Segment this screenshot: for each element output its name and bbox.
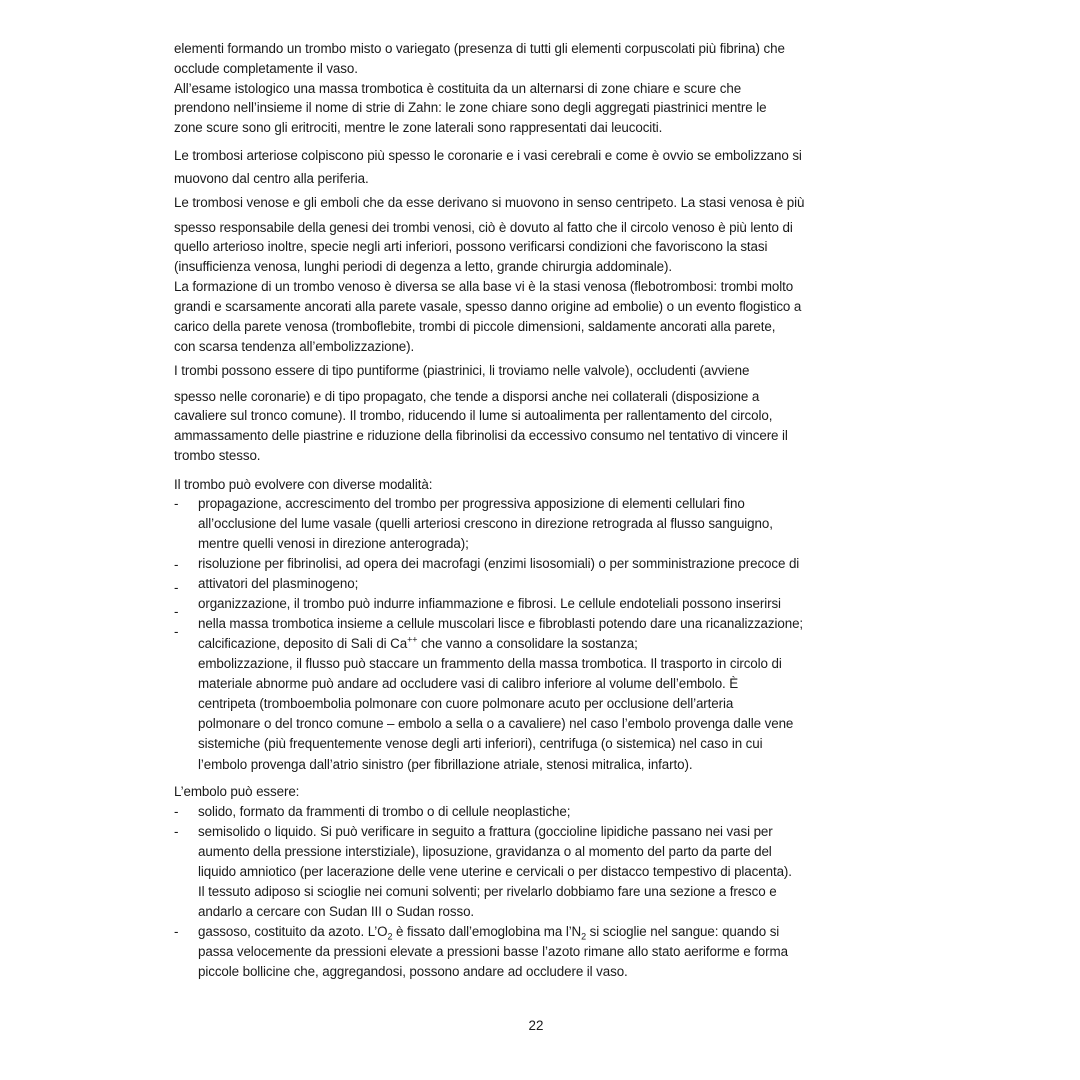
list-item-line: organizzazione, il trombo può indurre infiammazione e fibrosi. Le cellule endoteliali possono inserirsi — [198, 596, 781, 611]
text-line: grandi e scarsamente ancorati alla parete vasale, spesso danno origine ad embolie) o un evento flogistico a — [174, 299, 802, 314]
text-line: Le trombosi venose e gli emboli che da esse derivano si muovono in senso centripeto. La stasi venosa è più — [174, 195, 805, 210]
gas-text: si scioglie nel sangue: quando si — [586, 924, 780, 939]
list-item-line: liquido amniotico (per lacerazione delle vene uterine e cervicali o per distacco tempestivo di placenta). — [198, 864, 792, 879]
list-intro: L’embolo può essere: — [174, 784, 300, 799]
bullet-dash: - — [174, 604, 179, 619]
text-line: (insufficienza venosa, lunghi periodi di degenza a letto, grande chirurgia addominale). — [174, 259, 672, 274]
bullet-dash: - — [174, 557, 179, 572]
bullet-dash: - — [174, 924, 179, 939]
charge-superscript: ++ — [407, 634, 418, 645]
bullet-dash: - — [174, 824, 179, 839]
bullet-dash: - — [174, 624, 179, 639]
list-item-line: sistemiche (più frequentemente venose degli arti inferiori), centrifuga (o sistemica) nel caso in cui — [198, 736, 763, 751]
list-item-line — [198, 923, 779, 941]
list-item-line: Il tessuto adiposo si scioglie nei comuni solventi; per rivelarlo dobbiamo fare una sezione a fresco e — [198, 884, 777, 899]
list-item-line: all’occlusione del lume vasale (quelli arteriosi crescono in direzione retrograda al flusso sanguigno, — [198, 516, 773, 531]
nitrogen-subscript: 2 — [581, 931, 587, 942]
text-line: spesso nelle coronarie) e di tipo propagato, che tende a disporsi anche nei collaterali (disposizione a — [174, 389, 760, 404]
list-item-line: nella massa trombotica insieme a cellule muscolari lisce e fibroblasti potendo dare una ricanalizzazione; — [198, 616, 804, 631]
text-line: ammassamento delle piastrine e riduzione della fibrinolisi da eccessivo consumo nel tentativo di vincere il — [174, 428, 788, 443]
list-item-line: passa velocemente da pressioni elevate a pressioni basse l’azoto rimane allo stato aeriforme e forma — [198, 944, 788, 959]
list-item-line: semisolido o liquido. Si può verificare in seguito a frattura (goccioline lipidiche passano nei vasi per — [198, 824, 773, 839]
oxygen-subscript: 2 — [387, 931, 393, 942]
text-line: trombo stesso. — [174, 448, 261, 463]
text-line: spesso responsabile della genesi dei trombi venosi, ciò è dovuto al fatto che il circolo venoso è più lento di — [174, 220, 793, 235]
text-line: muovono dal centro alla periferia. — [174, 171, 369, 186]
gas-text: gassoso, costituito da azoto. L’O — [198, 924, 388, 939]
text-line: cavaliere sul tronco comune). Il trombo, riducendo il lume si autoalimenta per rallentamento del circolo, — [174, 408, 773, 423]
text-line: All’esame istologico una massa trombotica è costituita da un alternarsi di zone chiare e scure che — [174, 81, 742, 96]
bullet-dash: - — [174, 496, 179, 511]
gas-text: è fissato dall’emoglobina ma l’N — [392, 924, 582, 939]
list-item-line — [198, 635, 638, 653]
text-line: carico della parete venosa (tromboflebite, trombi di piccole dimensioni, saldamente ancorati alla parete, — [174, 319, 776, 334]
text-line: zone scure sono gli eritrociti, mentre le zone laterali sono rappresentati dai leucociti. — [174, 120, 663, 135]
list-item-line: propagazione, accrescimento del trombo per progressiva apposizione di elementi cellulari fino — [198, 496, 745, 511]
list-item-line: andarlo a cercare con Sudan III o Sudan rosso. — [198, 904, 475, 919]
bullet-dash: - — [174, 804, 179, 819]
bullet-dash: - — [174, 580, 179, 595]
text-line: con scarsa tendenza all’embolizzazione). — [174, 339, 415, 354]
text-line: La formazione di un trombo venoso è diversa se alla base vi è la stasi venosa (flebotrombosi: trombi molto — [174, 279, 794, 294]
list-item-line: centripeta (tromboembolia polmonare con cuore polmonare acuto per occlusione dell’arteria — [198, 696, 734, 711]
list-item-line: solido, formato da frammenti di trombo o di cellule neoplastiche; — [198, 804, 571, 819]
text-line: occlude completamente il vaso. — [174, 61, 358, 76]
list-item-line: embolizzazione, il flusso può staccare un frammento della massa trombotica. Il trasporto in circolo di — [198, 656, 782, 671]
text-line: Le trombosi arteriose colpiscono più spesso le coronarie e i vasi cerebrali e come è ovvio se embolizzano si — [174, 148, 802, 163]
list-item-line: aumento della pressione interstiziale), liposuzione, gravidanza o al momento del parto da parte del — [198, 844, 772, 859]
text-line: quello arterioso inoltre, specie negli arti inferiori, possono verificarsi condizioni che favoriscono la stasi — [174, 239, 768, 254]
list-item-line: l’embolo provenga dall’atrio sinistro (per fibrillazione atriale, stenosi mitralica, infarto). — [198, 757, 693, 772]
list-item-line: mentre quelli venosi in direzione anterograda); — [198, 536, 469, 551]
text-line: I trombi possono essere di tipo puntiforme (piastrinici, li troviamo nelle valvole), occludenti (avviene — [174, 363, 750, 378]
list-item-line: materiale abnorme può andare ad occludere vasi di calibro inferiore al volume dell’embolo. È — [198, 676, 739, 691]
text-line: prendono nell’insieme il nome di strie di Zahn: le zone chiare sono degli aggregati piastrinici mentre le — [174, 100, 767, 115]
list-item-line: polmonare o del tronco comune – embolo a sella o a cavaliere) nel caso l’embolo provenga dalle vene — [198, 716, 794, 731]
list-item-line: piccole bollicine che, aggregandosi, possono andare ad occludere il vaso. — [198, 964, 628, 979]
text-line: elementi formando un trombo misto o variegato (presenza di tutti gli elementi corpuscolati più fibrina) che — [174, 41, 785, 56]
list-item-line: risoluzione per fibrinolisi, ad opera dei macrofagi (enzimi lisosomiali) o per somministrazione precoce di — [198, 556, 800, 571]
list-intro: Il trombo può evolvere con diverse modalità: — [174, 477, 433, 492]
list-item-line: attivatori del plasminogeno; — [198, 576, 359, 591]
calcification-text: calcificazione, deposito di Sali di Ca — [198, 636, 408, 651]
page-number: 22 — [528, 1018, 544, 1033]
calcification-tail: che vanno a consolidare la sostanza; — [417, 636, 638, 651]
